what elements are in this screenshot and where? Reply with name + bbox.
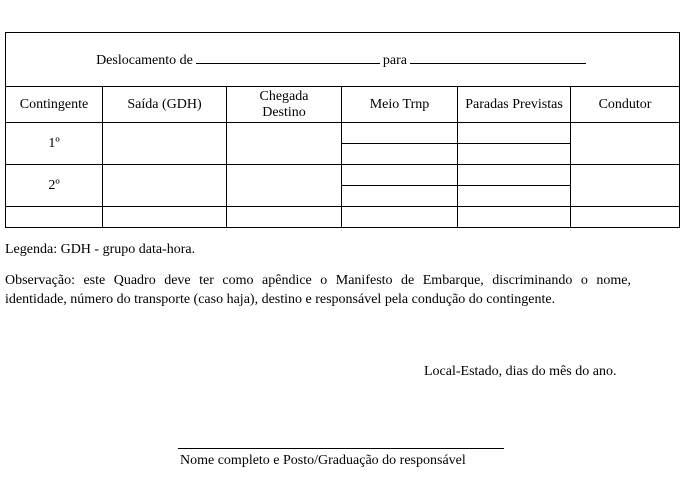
deslocamento-origem-blank[interactable] <box>196 51 380 64</box>
meio-cell[interactable] <box>342 144 458 165</box>
deslocamento-para-label: para <box>382 52 407 68</box>
local-data-text: Local-Estado, dias do mês do ano. <box>424 364 617 379</box>
header-chegada-line1: Chegada <box>259 88 309 104</box>
deslocamento-table <box>5 32 680 228</box>
meio-cell[interactable] <box>342 186 458 207</box>
condutor-cell[interactable] <box>571 165 680 207</box>
legenda-text: Legenda: GDH - grupo data-hora. <box>5 242 196 257</box>
condutor-cell[interactable] <box>571 207 680 228</box>
quadro-deslocamento <box>5 32 679 228</box>
chegada-cell[interactable] <box>227 165 342 207</box>
paradas-cell[interactable] <box>458 123 571 144</box>
signature-caption: Nome completo e Posto/Graduação do responsável <box>180 453 466 468</box>
paradas-cell[interactable] <box>458 144 571 165</box>
condutor-cell[interactable] <box>571 123 680 165</box>
header-contingente: Contingente <box>6 87 103 123</box>
header-saida: Saída (GDH) <box>103 87 227 123</box>
table-row <box>6 207 680 228</box>
contingente-cell <box>6 207 103 228</box>
deslocamento-de-label: Deslocamento de <box>96 52 193 68</box>
contingente-cell: 1º <box>6 123 103 165</box>
chegada-cell[interactable] <box>227 123 342 165</box>
deslocamento-destino-blank[interactable] <box>410 51 586 64</box>
header-chegada-line2: Destino <box>262 104 306 120</box>
header-meio: Meio Trnp <box>342 87 458 123</box>
paradas-cell[interactable] <box>458 186 571 207</box>
chegada-cell[interactable] <box>227 207 342 228</box>
meio-cell[interactable] <box>342 123 458 144</box>
deslocamento-cell <box>6 33 680 87</box>
meio-cell[interactable] <box>342 165 458 186</box>
signature-line <box>178 448 504 449</box>
saida-cell[interactable] <box>103 123 227 165</box>
meio-cell[interactable] <box>342 207 458 228</box>
saida-cell[interactable] <box>103 207 227 228</box>
contingente-cell: 2º <box>6 165 103 207</box>
deslocamento-row <box>6 33 680 87</box>
table-row <box>6 123 680 144</box>
saida-cell[interactable] <box>103 165 227 207</box>
header-condutor: Condutor <box>571 87 680 123</box>
table-header-row <box>6 87 680 123</box>
paradas-cell[interactable] <box>458 207 571 228</box>
table-row <box>6 165 680 186</box>
header-chegada <box>227 87 342 123</box>
paradas-cell[interactable] <box>458 165 571 186</box>
observacao-text: Observação: este Quadro deve ter como apêndice o Manifesto de Embarque, discriminando o nome, identidade, número do transporte (caso haja), destino e responsável pela condução do contingente. <box>5 273 631 307</box>
header-paradas: Paradas Previstas <box>458 87 571 123</box>
